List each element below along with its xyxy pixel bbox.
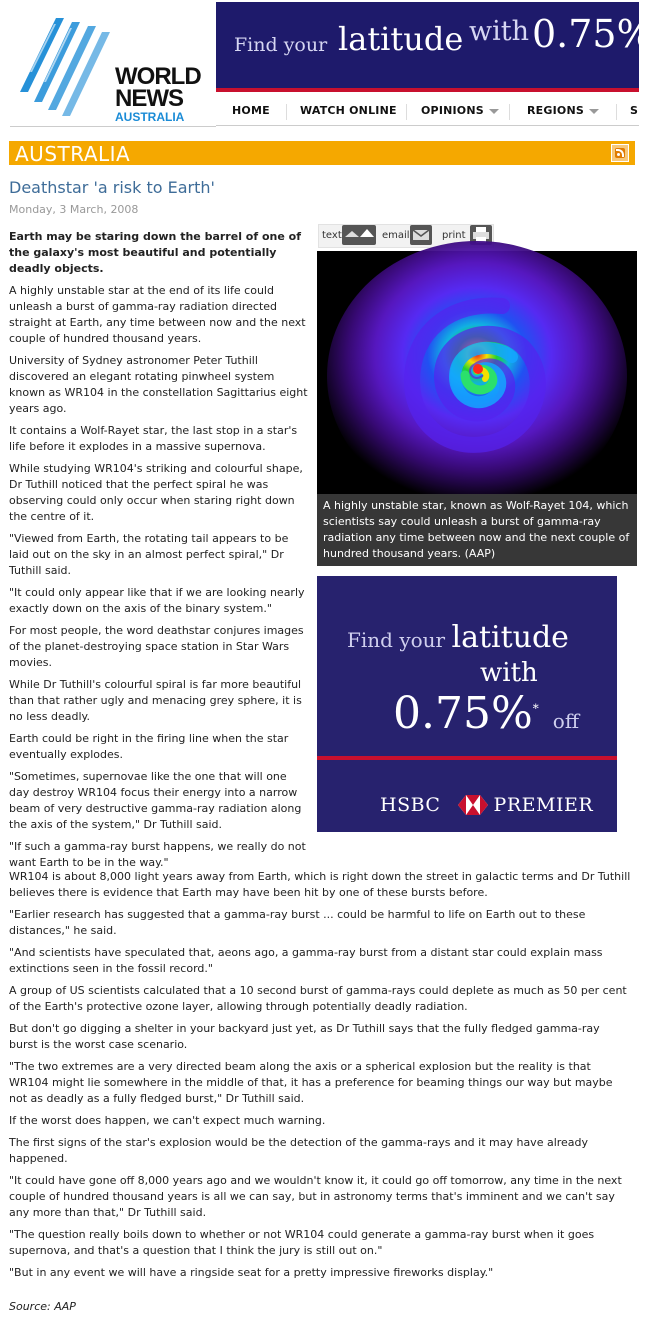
chevron-down-icon bbox=[489, 109, 499, 114]
article-paragraph: "Earlier research has suggested that a gamma-ray burst ... could be harmful to life on Earth out to these distances," he said. bbox=[9, 908, 586, 937]
nav-item-watch-online[interactable]: WATCH ONLINE bbox=[300, 104, 397, 117]
envelope-icon bbox=[410, 225, 432, 245]
top-banner-latitude: latitude bbox=[338, 20, 464, 58]
logo-line3: AUSTRALIA bbox=[115, 110, 185, 124]
article-paragraph: For most people, the word deathstar conjures images of the planet-destroying space station in Star Wars movies. bbox=[9, 624, 304, 669]
ad-rate: 0.75% bbox=[393, 688, 533, 739]
nav-divider bbox=[509, 104, 510, 120]
top-banner-ad[interactable] bbox=[216, 2, 653, 92]
rss-icon[interactable] bbox=[611, 144, 629, 162]
site-header bbox=[0, 0, 653, 130]
email-tool-label: email bbox=[382, 230, 410, 241]
nav-item-truncated[interactable]: S bbox=[630, 104, 639, 117]
email-icon bbox=[410, 225, 432, 245]
hsbc-hexagon-icon bbox=[458, 795, 488, 815]
article-body-left bbox=[9, 229, 309, 877]
top-banner-find: Find your bbox=[234, 34, 328, 56]
article-body-full bbox=[9, 869, 631, 1321]
article-date: Monday, 3 March, 2008 bbox=[9, 203, 139, 216]
article-paragraph: It contains a Wolf-Rayet star, the last stop in a star's life before it explodes in a massive supernova. bbox=[9, 424, 298, 453]
top-banner-rate: 0.75% bbox=[532, 12, 653, 56]
article-paragraph: WR104 is about 8,000 light years away from Earth, which is right down the street in galactic terms and Dr Tuthill believes there is evidence that Earth may have been hit by one of these bursts before. bbox=[9, 870, 631, 899]
nav-item-regions[interactable] bbox=[527, 104, 599, 117]
header-divider bbox=[10, 126, 216, 127]
ad-with: with bbox=[480, 658, 538, 688]
article-paragraph: "The question really boils down to whether or not WR104 could generate a gamma-ray burst when it goes supernova, and that's a question that I think the jury is still out on." bbox=[9, 1228, 595, 1257]
article-paragraph: "It could have gone off 8,000 years ago and we wouldn't know it, it could go off tomorrow, any time in the next couple of hundred thousand years is all we can say, but in astronomy terms that's imminent and we can't say any more than that," Dr Tuthill said. bbox=[9, 1174, 622, 1219]
article-paragraph: A highly unstable star at the end of its life could unleash a burst of gamma-ray radiation directed straight at Earth, any time between now and the next couple of hundred thousand years. bbox=[9, 284, 306, 345]
text-tool-label: text bbox=[322, 230, 342, 241]
article-paragraph: The first signs of the star's explosion would be the detection of the gamma-rays and it may have already happened. bbox=[9, 1136, 589, 1165]
article-paragraph: While Dr Tuthill's colourful spiral is far more beautiful than that rather ugly and menacing grey sphere, it is no less deadly. bbox=[9, 678, 302, 723]
nav-divider bbox=[406, 104, 407, 120]
article-paragraph: University of Sydney astronomer Peter Tuthill discovered an elegant rotating pinwheel system known as WR104 in the constellation Sagittarius eight years ago. bbox=[9, 354, 308, 415]
article-lead: Earth may be staring down the barrel of one of the galaxy's most beautiful and potentially deadly objects. bbox=[9, 230, 301, 275]
article-paragraph: "If such a gamma-ray burst happens, we really do not want Earth to be in the way." bbox=[9, 840, 306, 869]
ad-off: off bbox=[552, 709, 580, 733]
top-banner-with: with bbox=[469, 16, 529, 47]
nav-item-opinions[interactable] bbox=[421, 104, 499, 117]
article-paragraph: But don't go digging a shelter in your backyard just yet, as Dr Tuthill says that the fully fledged gamma-ray burst is the worst case scenario. bbox=[9, 1022, 600, 1051]
ad-asterisk: * bbox=[532, 701, 539, 716]
article-paragraph: While studying WR104's striking and colourful shape, Dr Tuthill noticed that the perfect spiral he was observing could only occur when staring right down the centre of it. bbox=[9, 462, 303, 523]
article-paragraph: "Viewed from Earth, the rotating tail appears to be laid out on the sky in an almost perfect spiral," Dr Tuthill said. bbox=[9, 532, 289, 577]
ad-find: Find your bbox=[347, 628, 446, 652]
article-paragraph: "It could only appear like that if we are looking nearly exactly down on the axis of the binary system." bbox=[9, 586, 305, 615]
logo-line1: WORLD bbox=[115, 63, 201, 90]
nav-item-home[interactable]: HOME bbox=[232, 104, 270, 117]
article-source: Source: AAP bbox=[9, 1300, 76, 1313]
text-size-icon bbox=[342, 225, 376, 245]
article-headline: Deathstar 'a risk to Earth' bbox=[9, 178, 215, 197]
article-paragraph: "The two extremes are a very directed beam along the axis or a spherical explosion but the reality is that WR104 might lie somewhere in the middle of that, it has a preference for beaming things our way but maybe not as deadly as a fully fledged burst," Dr Tuthill said. bbox=[9, 1060, 613, 1105]
ad-latitude: latitude bbox=[451, 620, 569, 655]
ad-brand2: PREMIER bbox=[493, 794, 594, 816]
nav-item-regions-label: REGIONS bbox=[527, 104, 584, 117]
nav-divider bbox=[286, 104, 287, 120]
article-photo[interactable] bbox=[317, 251, 637, 566]
article-paragraph: "Sometimes, supernovae like the one that will one day destroy WR104 focus their energy into a narrow beam of very destructive gamma-ray radiation along the axis of the system," Dr Tuthill said. bbox=[9, 770, 302, 831]
article-paragraph: "And scientists have speculated that, aeons ago, a gamma-ray burst from a distant star could explain mass extinctions seen in the fossil record." bbox=[9, 946, 603, 975]
article-paragraph: Earth could be right in the firing line when the star eventually explodes. bbox=[9, 732, 289, 761]
nav-item-opinions-label: OPINIONS bbox=[421, 104, 484, 117]
ad-rate-line bbox=[393, 688, 579, 739]
section-bar bbox=[9, 141, 635, 165]
rss-glyph bbox=[615, 148, 625, 158]
nav-divider bbox=[616, 104, 617, 120]
article-paragraph: "But in any event we will have a ringside seat for a pretty impressive fireworks display." bbox=[9, 1266, 494, 1279]
chevron-down-icon bbox=[589, 109, 599, 114]
logo-text bbox=[115, 63, 201, 124]
ad-line1 bbox=[347, 620, 569, 655]
ad-brand: HSBC bbox=[380, 794, 441, 816]
world-news-logo-icon bbox=[10, 10, 120, 125]
main-nav bbox=[216, 96, 639, 126]
photo-caption: A highly unstable star, known as Wolf-Rayet 104, which scientists say could unleash a burst of gamma-ray radiation any time between now and the next couple of hundred thousand years. (AAP) bbox=[317, 494, 637, 566]
site-logo[interactable] bbox=[10, 10, 210, 125]
logo-line2: NEWS bbox=[115, 85, 183, 112]
print-tool-label: print bbox=[442, 230, 466, 241]
article-paragraph: If the worst does happen, we can't expect much warning. bbox=[9, 1114, 326, 1127]
article-paragraph: A group of US scientists calculated that a 10 second burst of gamma-rays could deplete as much as 50 per cent of the Earth's protective ozone layer, allowing through potentially deadly radiation. bbox=[9, 984, 627, 1013]
section-title[interactable]: AUSTRALIA bbox=[15, 142, 131, 166]
text-size-glyph-icon bbox=[342, 225, 376, 245]
side-banner-ad[interactable] bbox=[317, 576, 617, 832]
